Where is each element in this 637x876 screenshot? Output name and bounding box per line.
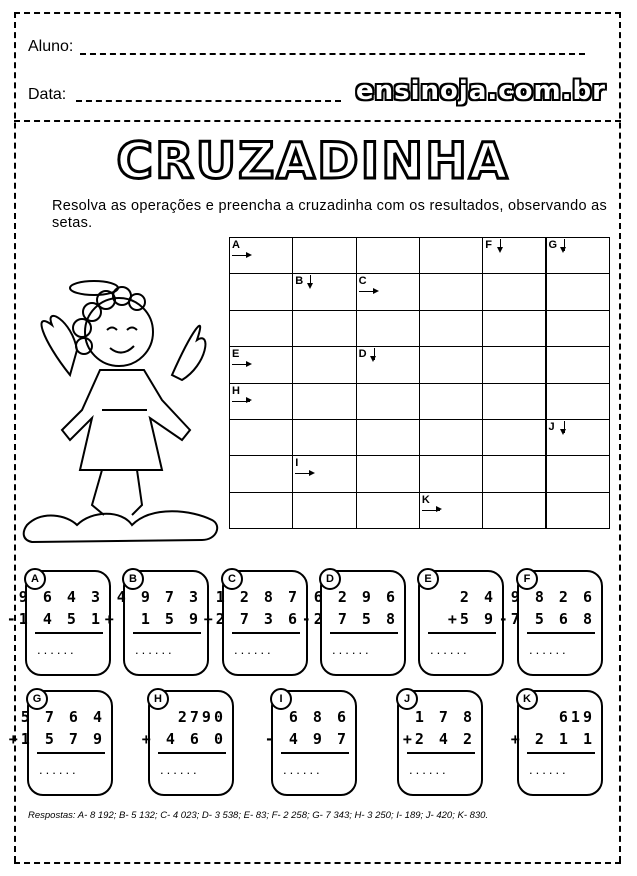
grid-cell[interactable]	[546, 455, 610, 492]
problem-answer-blank[interactable]: ......	[39, 762, 79, 777]
answers-key: Respostas: A- 8 192; B- 5 132; C- 4 023; D- 3 538; E- 83; F- 2 258; G- 7 343; H- 3 250; I- 189; J- 420; K- 830.	[28, 810, 489, 821]
problem-top-number: 9 8 2 6	[510, 588, 595, 606]
grid-cell[interactable]	[482, 455, 546, 492]
problem-g	[8, 690, 113, 796]
problem-top-number: 2 4	[459, 588, 496, 606]
grid-cell[interactable]	[546, 346, 610, 383]
problem-answer-blank[interactable]: ......	[160, 762, 200, 777]
grid-cell[interactable]	[292, 383, 356, 420]
title-logo	[116, 128, 510, 190]
title-text: CRUZADINHA	[116, 132, 510, 190]
problem-letter: I	[270, 688, 292, 710]
problem-rule	[133, 632, 201, 634]
problem-rule	[35, 632, 103, 634]
grid-cell[interactable]	[419, 237, 483, 274]
problem-answer-blank[interactable]: ......	[332, 642, 372, 657]
problem-rule	[527, 752, 595, 754]
grid-cell[interactable]	[482, 492, 546, 529]
arrow-right-icon	[232, 401, 250, 402]
grid-cell[interactable]	[546, 310, 610, 347]
grid-cell[interactable]	[229, 492, 293, 529]
problem-bottom-number: +2 4 2	[402, 730, 475, 748]
problem-answer-blank[interactable]: ......	[529, 762, 569, 777]
arrow-right-icon	[232, 364, 250, 365]
clue-label-e: E	[232, 348, 240, 361]
clue-label-d: D	[358, 348, 367, 361]
problem-top-number: 1 2 8 7	[215, 588, 300, 606]
brand-logo: ensinoja.com.br	[356, 76, 606, 106]
border-bottom	[14, 862, 621, 864]
clue-label-i: I	[295, 457, 299, 470]
arrow-right-icon	[232, 255, 250, 256]
clue-label-k: K	[421, 493, 430, 506]
border-right	[619, 12, 621, 862]
crossword-grid	[229, 237, 609, 528]
problem-rule	[407, 752, 475, 754]
problem-letter: C	[221, 568, 243, 590]
grid-cell[interactable]	[546, 419, 610, 456]
aluno-field[interactable]	[80, 53, 585, 55]
grid-cell[interactable]	[292, 310, 356, 347]
problem-answer-blank[interactable]: ......	[430, 642, 470, 657]
grid-cell[interactable]	[482, 346, 546, 383]
problem-answer-blank[interactable]: ......	[529, 642, 569, 657]
problem-e	[418, 570, 504, 676]
data-field[interactable]	[76, 100, 341, 102]
problem-top-number: 6 8 6	[288, 708, 349, 726]
problem-bottom-number: +2 7 3 6	[203, 610, 300, 628]
grid-cell[interactable]	[229, 455, 293, 492]
problem-rule	[158, 752, 226, 754]
grid-cell[interactable]	[482, 273, 546, 310]
grid-cell[interactable]	[229, 273, 293, 310]
problem-c	[203, 570, 308, 676]
problem-top-number: 5 7 6 4	[20, 708, 105, 726]
grid-cell[interactable]	[229, 310, 293, 347]
header-divider	[14, 120, 621, 122]
problem-letter: K	[516, 688, 538, 710]
grid-cell[interactable]	[482, 383, 546, 420]
grid-cell[interactable]	[356, 383, 420, 420]
problem-top-number: 1 7 8	[414, 708, 475, 726]
grid-cell[interactable]	[419, 383, 483, 420]
problem-answer-blank[interactable]: ......	[283, 762, 323, 777]
border-top	[14, 12, 621, 14]
clue-label-h: H	[232, 384, 240, 397]
problem-bottom-number: +5 9	[447, 610, 496, 628]
problem-i	[264, 690, 357, 796]
problem-top-number: 6 2 9 6	[313, 588, 398, 606]
problem-b	[104, 570, 209, 676]
grid-cell[interactable]	[482, 419, 546, 456]
arrow-down-icon	[310, 275, 311, 287]
data-label: Data:	[28, 86, 67, 103]
grid-cell[interactable]	[546, 492, 610, 529]
arrow-down-icon	[564, 239, 565, 251]
grid-cell[interactable]	[292, 237, 356, 274]
problem-letter: D	[319, 568, 341, 590]
grid-cell[interactable]	[482, 310, 546, 347]
arrow-down-icon	[374, 348, 375, 360]
grid-cell[interactable]	[419, 310, 483, 347]
problem-bottom-number: + 1 5 9	[104, 610, 201, 628]
grid-cell[interactable]	[292, 346, 356, 383]
problem-letter: G	[26, 688, 48, 710]
grid-cell[interactable]	[356, 492, 420, 529]
problem-answer-blank[interactable]: ......	[37, 642, 77, 657]
problem-bottom-number: -7 5 6 8	[498, 610, 595, 628]
problem-top-number: 9 6 4 3	[18, 588, 103, 606]
grid-cell[interactable]	[356, 310, 420, 347]
problem-bottom-number: - 4 9 7	[264, 730, 349, 748]
problem-rule	[527, 632, 595, 634]
grid-cell[interactable]	[546, 383, 610, 420]
problem-bottom-number: + 2 1 1	[510, 730, 595, 748]
grid-cell[interactable]	[356, 455, 420, 492]
problem-bottom-number: + 4 6 0	[141, 730, 226, 748]
problem-letter: A	[24, 568, 46, 590]
arrow-down-icon	[500, 239, 501, 251]
grid-cell[interactable]	[419, 273, 483, 310]
problem-top-number: 2790	[177, 708, 226, 726]
clue-label-b: B	[295, 275, 304, 288]
arrow-right-icon	[295, 473, 313, 474]
grid-cell[interactable]	[292, 419, 356, 456]
grid-cell[interactable]	[356, 419, 420, 456]
problem-k	[510, 690, 603, 796]
problem-answer-blank[interactable]: ......	[234, 642, 274, 657]
grid-cell[interactable]	[419, 346, 483, 383]
problem-j	[397, 690, 483, 796]
clue-label-g: G	[548, 239, 558, 251]
arrow-right-icon	[422, 510, 440, 511]
problem-letter: J	[396, 688, 418, 710]
problem-rule	[428, 632, 496, 634]
grid-cell[interactable]	[229, 419, 293, 456]
arrow-right-icon	[359, 291, 377, 292]
arrow-down-icon	[564, 421, 565, 433]
grid-cell[interactable]	[292, 492, 356, 529]
grid-cell[interactable]	[356, 237, 420, 274]
problem-top-number: 619	[558, 708, 595, 726]
instructions: Resolva as operações e preencha a cruzadinha com os resultados, observando as setas.	[52, 198, 608, 231]
grid-cell[interactable]	[546, 273, 610, 310]
problem-rule	[281, 752, 349, 754]
problem-letter: F	[516, 568, 538, 590]
grid-cell[interactable]	[419, 455, 483, 492]
problem-d	[301, 570, 406, 676]
problem-f	[498, 570, 603, 676]
problem-letter: H	[147, 688, 169, 710]
clue-label-a: A	[232, 239, 240, 251]
problem-rule	[232, 632, 300, 634]
problem-rule	[330, 632, 398, 634]
clue-label-j: J	[548, 421, 555, 433]
problem-h	[141, 690, 234, 796]
problem-answer-blank[interactable]: ......	[409, 762, 449, 777]
angel-illustration	[22, 270, 227, 550]
clue-label-c: C	[358, 275, 367, 288]
aluno-label: Aluno:	[28, 38, 74, 55]
problem-bottom-number: -2 7 5 8	[301, 610, 398, 628]
problem-bottom-number: +1 5 7 9	[8, 730, 105, 748]
problem-top-number: 4 9 7 3	[116, 588, 201, 606]
problem-bottom-number: -1 4 5 1	[6, 610, 103, 628]
problem-a	[6, 570, 111, 676]
problem-rule	[37, 752, 105, 754]
grid-cell[interactable]	[419, 419, 483, 456]
problem-answer-blank[interactable]: ......	[135, 642, 175, 657]
clue-label-f: F	[485, 239, 492, 251]
problem-letter: B	[122, 568, 144, 590]
problem-letter: E	[417, 568, 439, 590]
